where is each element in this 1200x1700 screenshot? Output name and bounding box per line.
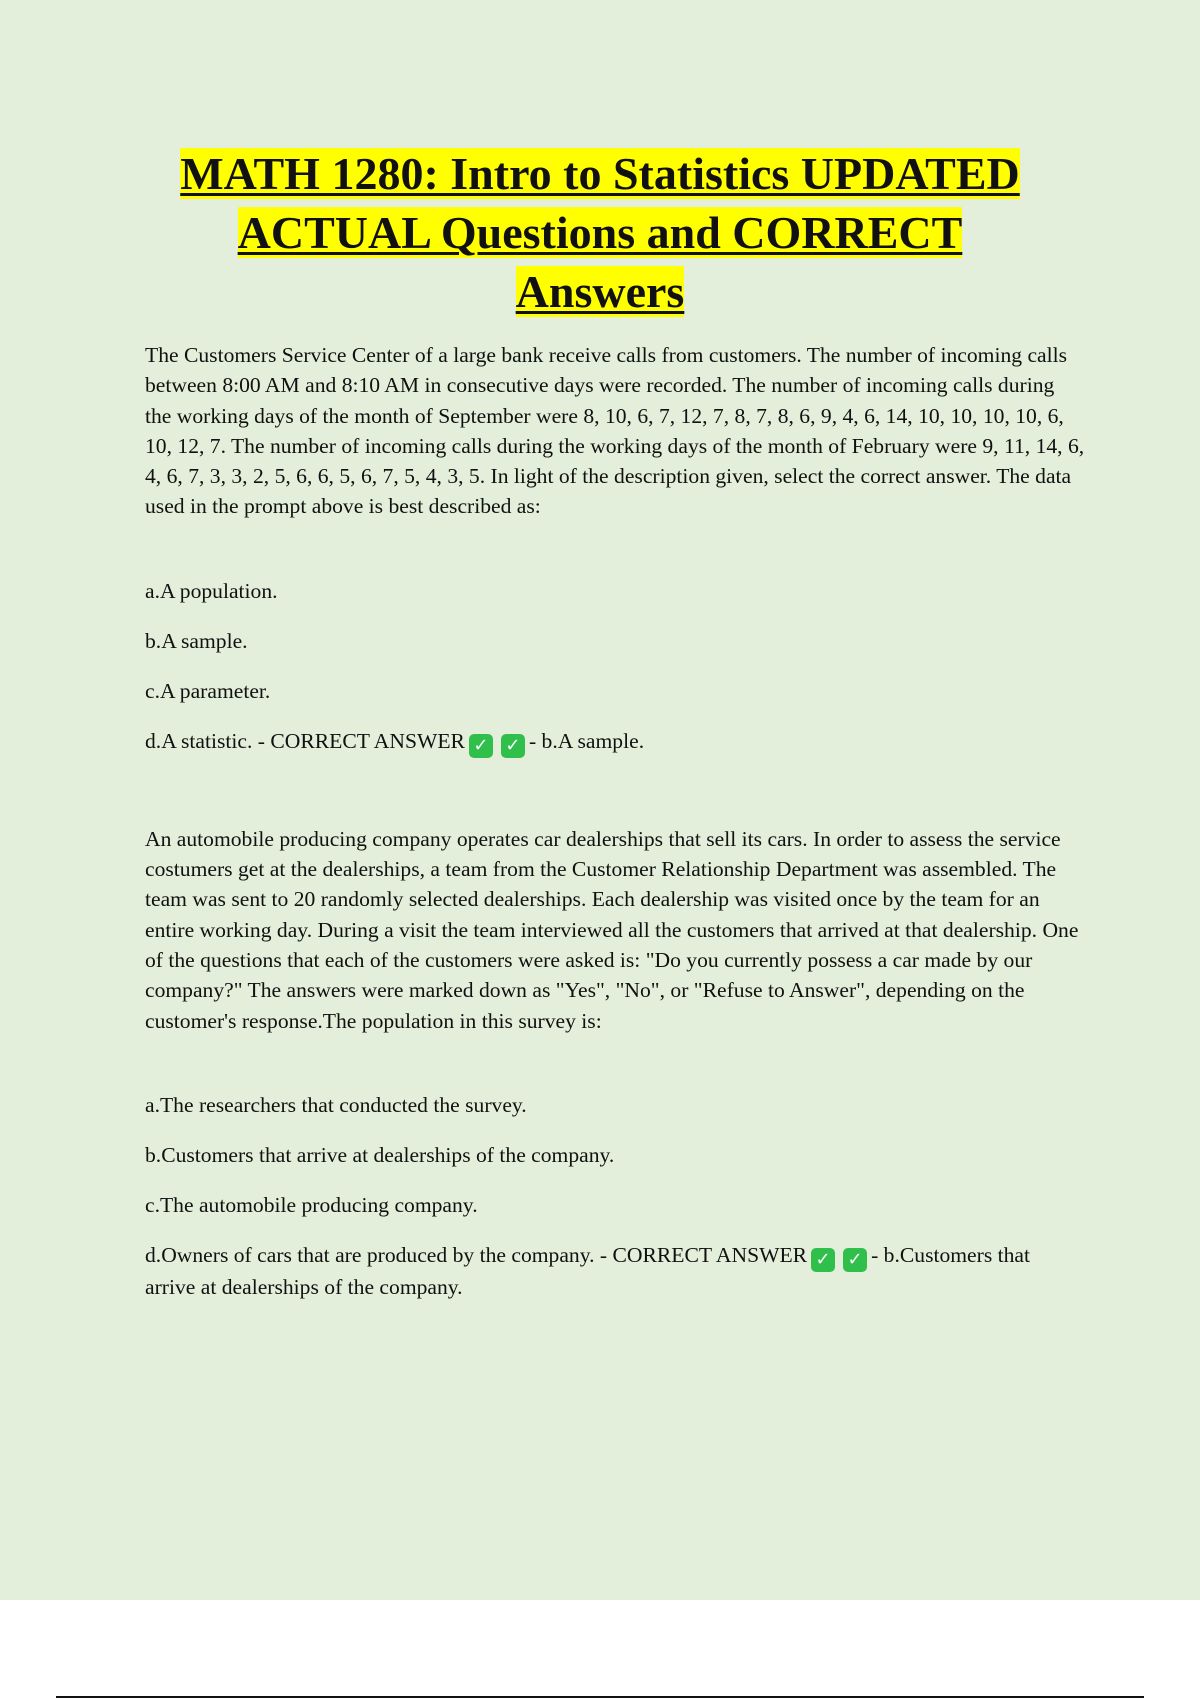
title-line-2: ACTUAL Questions and CORRECT [237, 207, 963, 258]
question-2-option-d-text: d.Owners of cars that are produced by the company. - CORRECT ANSWER [145, 1242, 808, 1267]
question-1-option-b: b.A sample. [145, 628, 248, 653]
check-mark-icon: ✓ [469, 734, 493, 758]
footer-rule [56, 1696, 1144, 1698]
question-1-text: The Customers Service Center of a large bank receive calls from customers. The number of incoming calls between 8:00 AM and 8:10 AM in consecutive days were recorded. The number of incoming calls during the working days of the month of September were 8, 10, 6, 7, 12, 7, 8, 7, 8, 6, 9, 4, 6, 14, 10, 10, 10, 10, 6, 10, 12, 7. The number of incoming calls during the working days of the month of February were 9, 11, 14, 6, 4, 6, 7, 3, 3, 2, 5, 6, 6, 5, 6, 7, 5, 4, 3, 5. In light of the description given, select the correct answer. The data used in the prompt above is best described as: [145, 343, 1085, 519]
question-1-option-a: a.A population. [145, 578, 278, 603]
question-1-options [145, 576, 1085, 758]
question-1-option-d-text: d.A statistic. - CORRECT ANSWER [145, 728, 465, 753]
title-line-1: MATH 1280: Intro to Statistics UPDATED [180, 148, 1020, 199]
question-1 [145, 340, 1085, 758]
question-2 [145, 824, 1085, 1302]
page-bottom-margin [0, 1600, 1200, 1700]
question-list [145, 340, 1085, 1322]
question-1-option-c: c.A parameter. [145, 678, 271, 703]
title-line-3: Answers [515, 266, 685, 317]
question-2-option-d [145, 1240, 1085, 1302]
question-1-option-d [145, 726, 1085, 758]
question-1-correct-answer: - b.A sample. [528, 728, 645, 753]
question-2-option-a: a.The researchers that conducted the survey. [145, 1092, 527, 1117]
question-2-correct-answer: - b.Customers that arrive at dealerships of the company. [145, 1242, 1031, 1299]
check-mark-icon: ✓ [811, 1248, 835, 1272]
question-2-option-c: c.The automobile producing company. [145, 1192, 478, 1217]
check-mark-icon: ✓ [501, 734, 525, 758]
document-title [120, 144, 1080, 321]
question-2-option-b: b.Customers that arrive at dealerships of the company. [145, 1142, 615, 1167]
question-2-options [145, 1090, 1085, 1302]
question-2-text: An automobile producing company operates car dealerships that sell its cars. In order to assess the service costumers get at the dealerships, a team from the Customer Relationship Department was assembled. The team was sent to 20 randomly selected dealerships. Each dealership was visited once by the team for an entire working day. During a visit the team interviewed all the customers that arrived at that dealership. One of the questions that each of the customers were asked is: "Do you currently possess a car made by our company?" The answers were marked down as "Yes", "No", or "Refuse to Answer", depending on the customer's response.The population in this survey is: [145, 826, 1079, 1033]
check-mark-icon: ✓ [843, 1248, 867, 1272]
